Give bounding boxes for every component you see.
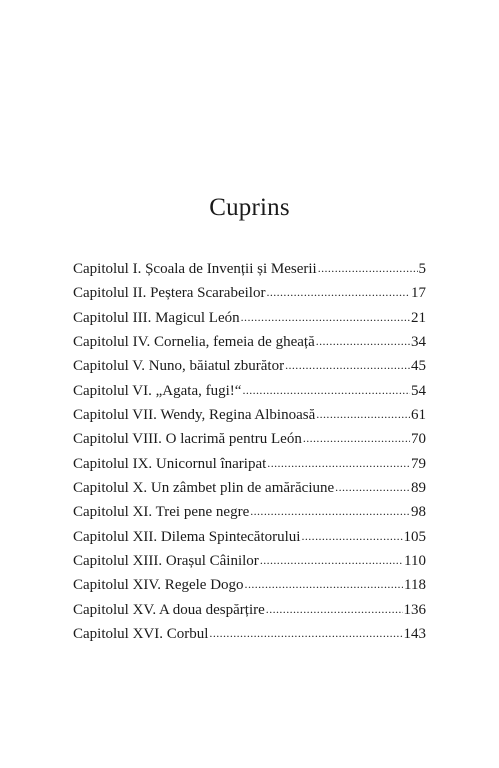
toc-entry-11 — [73, 500, 426, 524]
toc-entry-label: Capitolul XVI. Corbul — [73, 625, 209, 642]
toc-dot-leader — [241, 305, 410, 329]
toc-entry-label: Capitolul II. Peștera Scarabeilor — [73, 285, 266, 302]
toc-entry-page: 5 — [418, 261, 426, 277]
toc-dot-leader — [245, 572, 404, 596]
toc-entry-page: 79 — [411, 455, 426, 472]
toc-entry-label: Capitolul I. Școala de Invenții și Meserii — [73, 261, 317, 277]
toc-dot-leader — [335, 475, 410, 499]
table-of-contents — [73, 257, 426, 646]
toc-entry-2 — [73, 281, 426, 305]
toc-entry-label: Capitolul V. Nuno, băiatul zburător — [73, 358, 285, 375]
toc-entry-page: 70 — [411, 431, 426, 448]
toc-dot-leader — [267, 451, 410, 475]
toc-dot-leader — [318, 256, 418, 280]
toc-entry-page: 21 — [411, 309, 426, 326]
toc-entry-page: 105 — [403, 528, 426, 545]
toc-entry-label: Capitolul X. Un zâmbet plin de amărăciune — [73, 479, 335, 496]
toc-dot-leader — [285, 353, 410, 377]
toc-entry-page: 118 — [404, 577, 426, 594]
toc-entry-label: Capitolul XIII. Orașul Câinilor — [73, 552, 259, 569]
toc-entry-label: Capitolul XIV. Regele Dogo — [73, 577, 244, 594]
toc-entry-label: Capitolul IX. Unicornul înaripat — [73, 455, 267, 472]
toc-entry-1 — [73, 257, 426, 281]
toc-entry-14 — [73, 573, 426, 597]
toc-entry-label: Capitolul VI. „Agata, fugi!“ — [73, 382, 242, 399]
toc-entry-7 — [73, 403, 426, 427]
toc-dot-leader — [250, 499, 410, 523]
toc-dot-leader — [303, 426, 410, 450]
toc-entry-8 — [73, 427, 426, 451]
toc-entry-3 — [73, 306, 426, 330]
toc-entry-label: Capitolul VIII. O lacrimă pentru León — [73, 431, 302, 448]
toc-entry-page: 54 — [411, 382, 426, 399]
toc-entry-page: 61 — [411, 406, 426, 423]
toc-entry-label: Capitolul VII. Wendy, Regina Albinoasă — [73, 406, 316, 423]
toc-dot-leader — [266, 280, 410, 304]
toc-entry-label: Capitolul XII. Dilema Spintecătorului — [73, 528, 301, 545]
toc-dot-leader — [266, 597, 403, 621]
toc-entry-page: 136 — [403, 601, 426, 618]
toc-dot-leader — [242, 378, 410, 402]
toc-entry-13 — [73, 549, 426, 573]
toc-entry-page: 89 — [411, 479, 426, 496]
toc-entry-label: Capitolul III. Magicul León — [73, 309, 240, 326]
toc-entry-16 — [73, 622, 426, 646]
toc-entry-label: Capitolul XI. Trei pene negre — [73, 504, 250, 521]
toc-entry-15 — [73, 598, 426, 622]
toc-dot-leader — [316, 329, 410, 353]
toc-dot-leader — [260, 548, 403, 572]
toc-entry-6 — [73, 379, 426, 403]
page-title: Cuprins — [209, 194, 290, 221]
toc-entry-label: Capitolul XV. A doua despărțire — [73, 601, 265, 618]
toc-entry-4 — [73, 330, 426, 354]
toc-entry-page: 34 — [411, 333, 426, 350]
toc-dot-leader — [316, 402, 410, 426]
toc-dot-leader — [301, 524, 402, 548]
toc-entry-label: Capitolul IV. Cornelia, femeia de gheață — [73, 333, 315, 350]
toc-dot-leader — [209, 621, 402, 645]
toc-entry-page: 110 — [404, 552, 426, 569]
toc-entry-page: 98 — [411, 504, 426, 521]
toc-entry-10 — [73, 476, 426, 500]
toc-entry-12 — [73, 525, 426, 549]
toc-entry-page: 17 — [411, 285, 426, 302]
toc-entry-9 — [73, 452, 426, 476]
toc-entry-5 — [73, 354, 426, 378]
toc-entry-page: 45 — [411, 358, 426, 375]
toc-entry-page: 143 — [403, 625, 426, 642]
